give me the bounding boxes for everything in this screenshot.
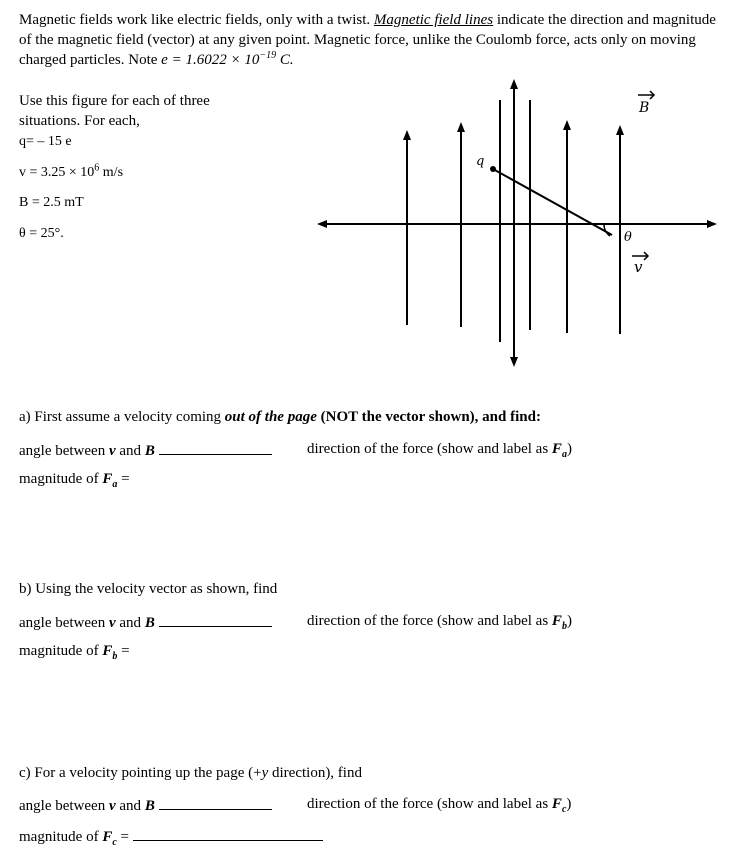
- intro-text-2: indicate the direction and magnitude of the magnetic field (vector) at any given point. Magnetic force, unlike the Coulomb force, acts only on moving charged particles. Note: [19, 12, 716, 68]
- part-b-eq: =: [117, 643, 130, 659]
- part-b-mag-f-sub: b: [112, 651, 118, 662]
- part-c-magnitude-row: [19, 826, 323, 846]
- part-c-b: B: [144, 798, 155, 814]
- part-a-close: ): [566, 441, 572, 457]
- part-a-magnitude-label: magnitude of: [19, 471, 103, 487]
- intro-e-unit: C.: [276, 52, 294, 68]
- part-a-b: B: [144, 443, 155, 459]
- part-a-direction-label: direction of the force (show and label as: [307, 441, 552, 457]
- field-line-arrow: [457, 122, 465, 132]
- part-c-close: ): [566, 796, 572, 812]
- part-c-angle-label: angle between: [19, 798, 109, 814]
- given-velocity-unit: m/s: [99, 165, 124, 180]
- part-c-prompt: [19, 764, 362, 782]
- part-c-direction-label: direction of the force (show and label as: [307, 796, 552, 812]
- part-b-b: B: [144, 615, 155, 631]
- v-label: v: [634, 258, 643, 276]
- given-charge: q= – 15 e: [19, 134, 72, 149]
- part-b-prompt: b) Using the velocity vector as shown, find: [19, 581, 278, 597]
- given-line-1: Use this figure for each of three: [19, 93, 210, 109]
- part-b-angle-label: angle between: [19, 615, 109, 631]
- velocity-vector: [493, 169, 612, 235]
- field-line-arrow: [616, 125, 624, 135]
- given-angle: θ = 25°.: [19, 226, 64, 241]
- given-field: B = 2.5 mT: [19, 195, 84, 210]
- part-a-f: F: [551, 441, 562, 457]
- part-b-direction-row: [307, 612, 572, 630]
- part-a-angle-blank[interactable]: [159, 440, 272, 455]
- part-b-v: v: [108, 615, 116, 631]
- part-a-prompt: [19, 408, 541, 426]
- q-label: q: [476, 154, 485, 169]
- part-a-eq: =: [117, 471, 130, 487]
- part-c-f-sub: c: [561, 804, 567, 815]
- part-c-mag-f: F: [102, 829, 113, 845]
- part-c-magnitude-blank[interactable]: [133, 826, 323, 841]
- b-label: B: [639, 100, 650, 116]
- part-a-text-1: a) First assume a velocity coming: [19, 409, 225, 425]
- theta-label: θ: [624, 230, 632, 245]
- part-c-text-2: direction), find: [268, 765, 362, 781]
- part-c-eq: =: [116, 829, 130, 845]
- part-c-v: v: [108, 798, 116, 814]
- part-b-magnitude-row: [19, 642, 130, 660]
- intro-term: Magnetic field lines: [373, 12, 494, 28]
- part-b-f-sub: b: [561, 621, 567, 632]
- part-a-and: and: [115, 443, 145, 459]
- charge-dot: [490, 166, 496, 172]
- intro-e-value: = 1.6022 × 10: [167, 52, 260, 68]
- part-c-direction-row: [307, 795, 571, 813]
- part-c-y: y: [261, 765, 269, 781]
- part-b-angle-blank[interactable]: [159, 612, 272, 627]
- intro-e-symbol: e: [161, 52, 168, 68]
- y-axis-down-arrow: [510, 357, 518, 367]
- intro-text-1: Magnetic fields work like electric fields, only with a twist.: [19, 12, 374, 28]
- intro-e-exponent: −19: [259, 50, 277, 61]
- x-axis-right-arrow: [707, 220, 717, 228]
- part-b-angle-row: [19, 612, 272, 632]
- field-line-arrow: [563, 120, 571, 130]
- part-b-direction-label: direction of the force (show and label as: [307, 613, 552, 629]
- part-b-mag-f: F: [102, 643, 113, 659]
- given-line-2: situations. For each,: [19, 113, 140, 129]
- part-c-angle-row: [19, 795, 272, 815]
- part-a-magnitude-row: [19, 470, 130, 488]
- given-velocity-value: v = 3.25 × 10: [19, 165, 95, 180]
- part-b-magnitude-label: magnitude of: [19, 643, 103, 659]
- part-a-emphasis: out of the page: [224, 409, 317, 425]
- field-line-arrow: [403, 130, 411, 140]
- part-a-v: v: [108, 443, 116, 459]
- part-a-angle-row: [19, 440, 272, 460]
- field-figure: [0, 0, 738, 400]
- part-b-f: F: [551, 613, 562, 629]
- part-a-angle-label: angle between: [19, 443, 109, 459]
- part-a-f-sub: a: [561, 449, 567, 460]
- part-a-text-2: (NOT the vector shown), and find:: [316, 409, 541, 425]
- part-a-direction-row: [307, 440, 572, 458]
- part-c-f: F: [551, 796, 562, 812]
- x-axis-left-arrow: [317, 220, 327, 228]
- part-b-and: and: [115, 615, 145, 631]
- part-c-text-1: c) For a velocity pointing up the page (+: [19, 765, 262, 781]
- part-c-mag-f-sub: c: [112, 837, 117, 848]
- part-c-angle-blank[interactable]: [159, 795, 272, 810]
- part-c-and: and: [115, 798, 145, 814]
- y-axis-up-arrow: [510, 79, 518, 89]
- part-b-close: ): [566, 613, 572, 629]
- given-velocity-exponent: 6: [94, 162, 100, 174]
- part-a-mag-f-sub: a: [112, 479, 118, 490]
- part-c-magnitude-label: magnitude of: [19, 829, 103, 845]
- part-a-mag-f: F: [102, 471, 113, 487]
